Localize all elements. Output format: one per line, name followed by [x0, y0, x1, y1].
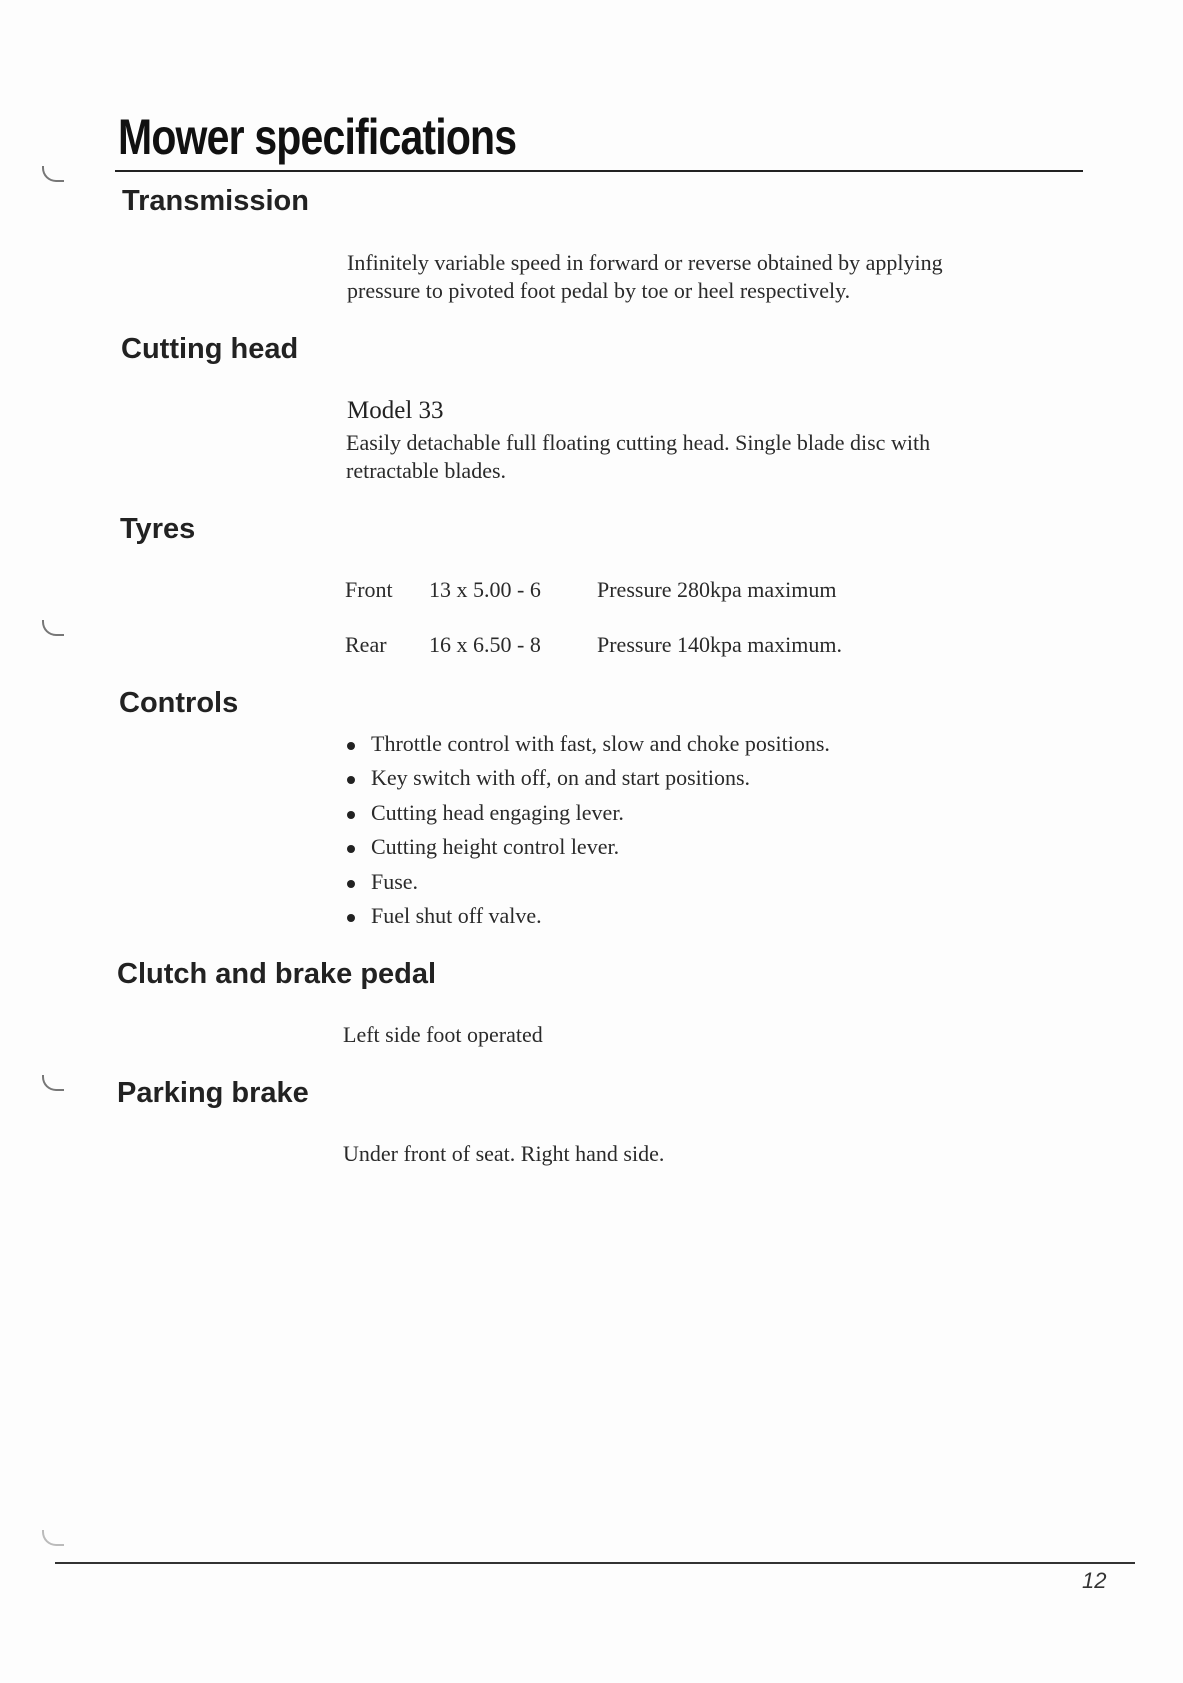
list-item: Key switch with off, on and start positions.	[345, 763, 830, 797]
binding-mark	[42, 166, 64, 182]
title-rule	[115, 170, 1083, 172]
binding-mark	[42, 1075, 64, 1091]
footer-rule	[55, 1562, 1135, 1564]
section-heading-transmission: Transmission	[122, 185, 309, 217]
cutting-head-text-line2: retractable blades.	[346, 458, 507, 483]
transmission-text-line1: Infinitely variable speed in forward or reverse obtained by applying	[347, 250, 943, 275]
tyre-row-front	[345, 577, 945, 607]
binding-mark	[42, 620, 64, 636]
page-number: 12	[1082, 1568, 1107, 1593]
tyre-row-rear	[345, 632, 945, 662]
controls-list	[345, 729, 830, 935]
section-heading-clutch: Clutch and brake pedal	[117, 958, 437, 990]
section-heading-cutting-head: Cutting head	[121, 333, 299, 365]
transmission-text-line2: pressure to pivoted foot pedal by toe or heel respectively.	[347, 278, 851, 303]
page-title: Mower specifications	[118, 109, 517, 165]
tyre-size: 16 x 6.50 - 8	[429, 632, 541, 657]
list-item: Fuse.	[345, 867, 830, 901]
section-heading-controls: Controls	[119, 687, 239, 719]
list-item: Cutting height control lever.	[345, 832, 830, 866]
binding-mark	[42, 1530, 64, 1546]
tyre-position: Rear	[345, 632, 387, 657]
clutch-text: Left side foot operated	[343, 1022, 543, 1047]
tyre-pressure: Pressure 280kpa maximum	[597, 577, 837, 602]
list-item: Fuel shut off valve.	[345, 901, 830, 935]
model-heading: Model 33	[347, 397, 444, 424]
cutting-head-text-line1: Easily detachable full floating cutting head. Single blade disc with	[346, 430, 931, 455]
tyre-size: 13 x 5.00 - 6	[429, 577, 541, 602]
list-item: Cutting head engaging lever.	[345, 798, 830, 832]
tyre-pressure: Pressure 140kpa maximum.	[597, 632, 843, 657]
section-heading-parking-brake: Parking brake	[117, 1077, 309, 1109]
section-heading-tyres: Tyres	[120, 513, 196, 545]
parking-brake-text: Under front of seat. Right hand side.	[343, 1141, 665, 1166]
list-item: Throttle control with fast, slow and choke positions.	[345, 729, 830, 763]
tyre-position: Front	[345, 577, 393, 602]
